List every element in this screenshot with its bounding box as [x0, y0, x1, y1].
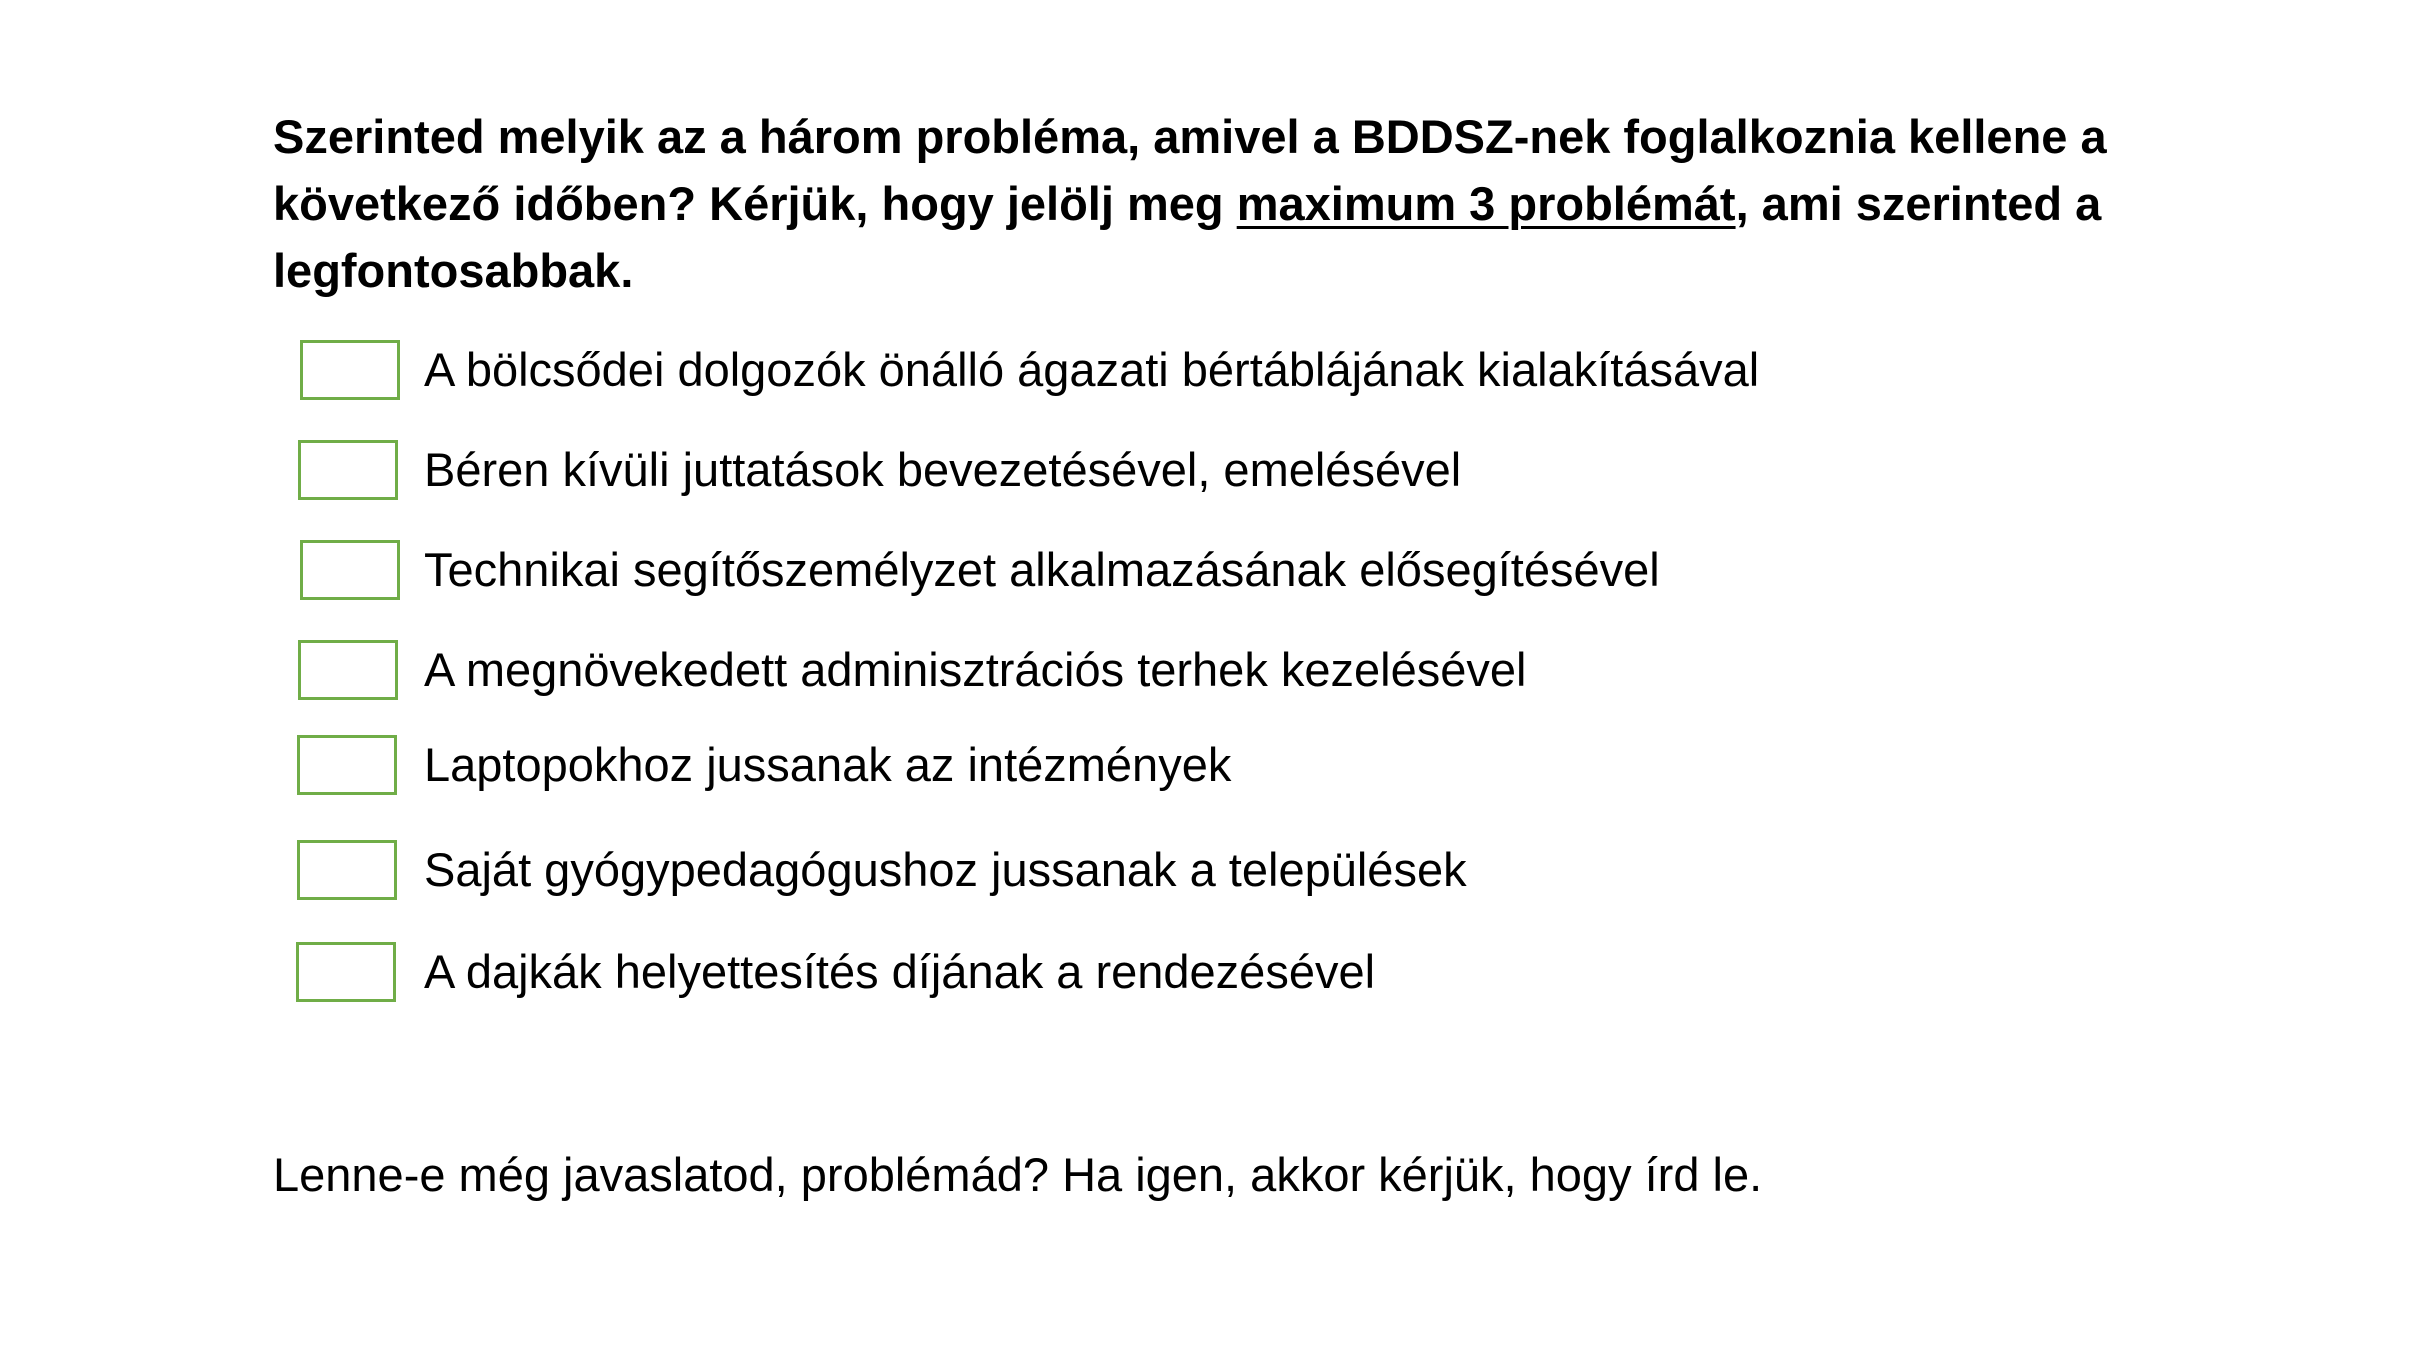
- option-label: Laptopokhoz jussanak az intézmények: [424, 738, 1232, 791]
- option-label: Béren kívüli juttatások bevezetésével, emelésével: [424, 443, 1462, 496]
- question-part-1: Szerinted melyik az a három probléma, amivel a BDDSZ-nek foglalkoznia kellene a következő időben? Kérjük, hogy jelölj meg: [273, 110, 2107, 230]
- option-label: Technikai segítőszemélyzet alkalmazásának elősegítésével: [424, 543, 1660, 596]
- option-item: [0, 735, 2422, 805]
- option-checkbox[interactable]: [296, 942, 396, 1002]
- option-item: [0, 942, 2422, 1012]
- option-item: [0, 340, 2422, 410]
- question-part-2: , ami szerinted a legfontosabbak.: [273, 177, 2102, 297]
- option-label: A bölcsődei dolgozók önálló ágazati bértáblájának kialakításával: [424, 343, 1760, 396]
- option-label: A dajkák helyettesítés díjának a rendezésével: [424, 945, 1376, 998]
- option-checkbox[interactable]: [300, 540, 400, 600]
- option-item: [0, 440, 2422, 510]
- option-checkbox[interactable]: [300, 340, 400, 400]
- question-emphasis: maximum 3 problémát: [1236, 177, 1736, 230]
- option-item: [0, 840, 2422, 910]
- option-checkbox[interactable]: [298, 440, 398, 500]
- option-checkbox[interactable]: [297, 735, 397, 795]
- option-label: A megnövekedett adminisztrációs terhek kezelésével: [424, 643, 1527, 696]
- option-label: Saját gyógypedagógushoz jussanak a települések: [424, 843, 1467, 896]
- option-item: [0, 640, 2422, 710]
- followup-question: Lenne-e még javaslatod, problémád? Ha igen, akkor kérjük, hogy írd le.: [273, 1148, 1763, 1201]
- option-item: [0, 540, 2422, 610]
- option-checkbox[interactable]: [298, 640, 398, 700]
- option-checkbox[interactable]: [297, 840, 397, 900]
